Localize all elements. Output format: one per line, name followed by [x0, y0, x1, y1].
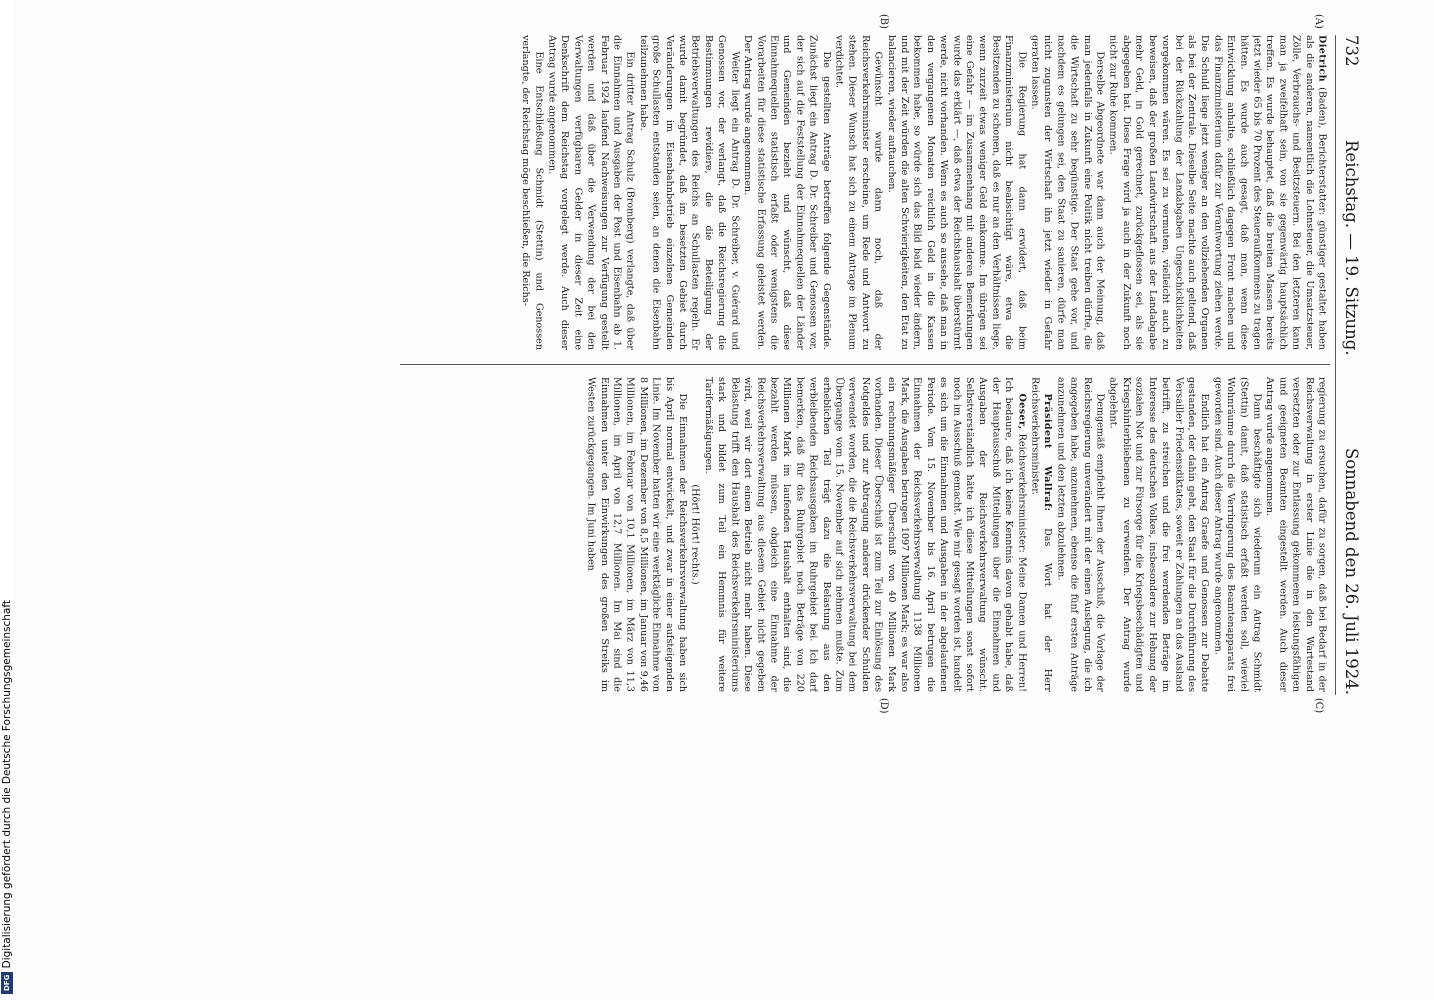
- left-paragraph-1: [1107, 35, 1329, 350]
- margin-mark-d: (D): [877, 698, 889, 714]
- session-title: Reichstag. — 19. Sitzung.: [1341, 140, 1360, 356]
- right-paragraph-3: Endlich hat ein Antrag Graefe und Genossen zur Debatte gestanden, der dahin geht, den Staat für die Durchführung des Versailler Friedensdiktates, soweit er Zahlungen an das Ausland betrifft, zu streichen und die frei werdenden Beträge im Interesse des deutschen Volkes, insbesondere zur Hebung der sozialen Not und zur Fürsorge für die Kriegsbeschädigten und Kriegshinterbliebenen zu verwenden. Der Antrag wurde abgelehnt.: [1107, 377, 1211, 692]
- margin-mark-c: (C): [1312, 698, 1324, 714]
- left-paragraph-2: Derselbe Abgeordnete war dann auch der Meinung, daß man jedenfalls in Zukunft eine Politik nicht treiben dürfte, die die Wirtschaft zu sehr begünstige. Der Staat gehe vor, und nachdem es gelungen sei, den Staat zu sanieren, dürfe man nicht zugunsten der Wirtschaft ihn jetzt wieder in Gefahr geraten lassen.: [1029, 35, 1106, 350]
- left-column: [399, 35, 1329, 350]
- president-name: Präsident Wallraf:: [1042, 393, 1054, 512]
- minister-name: Oeser,: [1016, 393, 1028, 430]
- speaker-note: (Baden), Berichterstatter:: [1316, 87, 1328, 216]
- paragraph-text: günstiger gestaltet haben als die anderen, namentlich die Lohnsteuer, die Umsatzsteuer, Zölle, Verbrauchs- und Besitzsteuern. Bei den letzteren kann man ja zweifelhaft sein, von sie gegenwärtig hauptsächlich treffen. Es wurde behauptet, daß die breiten Massen bereits jetzt wieder 65 bis 70 Prozent des Steueraufkommens zu tragen hätten. Es wurde auch gesagt, daß man, wenn diese Entwicklung anhalte, schließlich dagegen Front machen und das Finanzministerium dafür zur Verantwortung ziehen werde. Die Schuld liege jetzt weniger an den vollziehenden Organen als bei der Zentrale. Dieselbe Seite machte auch geltend, daß bei der Rückzahlung der Landabgaben Ungeschicklichkeiten vorgekommen wären. Es sei zu vermuten, vielleicht auch zu beweisen, daß der großen Landwirtschaft aus der Landabgabe mehr Geld, in Gold gerechnet, zurückgeflossen sei, als sie abgegeben hat. Diese Frage wird ja auch in der Zukunft noch nicht zur Ruhe kommen.: [1107, 35, 1328, 350]
- right-paragraph-4: Demgemäß empfiehlt Ihnen der Ausschuß, die Vorlage der Reichsregierung unverändert mit der einen Auslegung, die ich angegeben habe, anzunehmen, ebenso die fünf ersten Anträge anzunehmen und den letzten abzulehnen.: [1055, 377, 1106, 692]
- header-rule: [1335, 35, 1336, 695]
- left-paragraph-8: Eine Entschließung Schmidt (Stettin) und Genossen verlangte, der Reichstag möge beschließen, die Reichs-: [520, 35, 545, 350]
- margin-mark-a: (A): [1312, 14, 1324, 29]
- left-paragraph-4: Gewünscht wurde dann noch, daß der Reichsverkehrsminister erscheine, um Rede und Antwort zu stehen. Dieser Wunsch hat sich zu einem Antrage im Plenum verdichtet.: [833, 35, 884, 350]
- right-paragraph-last: Die Einnahmen der Reichsverkehrsverwaltung haben sich bis April normal entwickelt, und zwar in einer aufsteigenden Linie. Im November hatten wir eine werktägliche Einnahme von 8 Millionen, im Dezember von 8,5 Millionen, im Januar von 9,46 Millionen, im Februar von 10,1 Millionen, im März von 11,3 Millionen, im April von 12,7 Millionen. Im Mai sind die Einnahmen unter den Einwirkungen des großen Streiks im Westen zurückgegangen. Im Juni haben: [585, 377, 689, 692]
- page-header: [1338, 35, 1361, 695]
- president-text: Das Wort hat der Herr Reichsverkehrsminister.: [1029, 377, 1054, 692]
- margin-mark-b: (B): [877, 14, 889, 29]
- left-paragraph-3: Die Regierung hat dann erwidert, daß beim Finanzministerium nicht beabsichtigt wäre, etwa die Besitzenden zu schonen, daß es nur an den Verhältnissen liege, wenn zurzeit etwas weniger Geld einkomme. Im übrigen sei eine Gefahr — im Zusammenhang mit anderen Bemerkungen wurde das erklärt —, daß etwa der Reichshaushalt überstürmt werde, nicht vorhanden. Wenn es auch so aussehe, daß man in den vergangenen Monaten reichlich Geld in die Kassen bekommen habe, so würde sich das Bild bald wieder ändern, und mit der Zeit würden die alten Schwierigkeiten, den Etat zu balancieren, wieder auftauchen.: [885, 35, 1028, 350]
- right-paragraph-1: regierung zu ersuchen, dafür zu sorgen, daß bei Bedarf in der Reichsverwaltung in erster Linie die in den Wartestand versetzten oder zur Entlassung gekommenen leistungsfähigen und geeigneten Beamten eingestellt werden. Auch dieser Antrag wurde angenommen.: [1264, 377, 1328, 692]
- minister-speech: [702, 377, 1028, 692]
- left-paragraph-7: Ein dritter Antrag Schulz (Bromberg) verlangte, daß über die Einnahmen und Ausgaben der Post und Eisenbahn ab 1. Februar 1924 laufend Nachweisungen zur Verfügung gestellt werden und daß über die Verwendung der bei den Verwaltungen verfügbaren Gelder in dieser Zeit eine Denkschrift dem Reichstag vorgelegt werde. Auch dieser Antrag wurde angenommen.: [546, 35, 636, 350]
- speaker-name: Dietrich: [1316, 35, 1328, 83]
- left-paragraph-5: Die gestellten Anträge betreffen folgende Gegenstände. Zunächst liegt ein Antrag D. Dr. Schreiber und Genossen vor, der sich auf die Feststellung der Einnahmequellen der Länder und Gemeinden bezieht und wünscht, daß diese Einnahmequellen statistisch erfaßt oder wenigstens die Vorarbeiten für diese statistische Erfassung geleistet werden. Der Antrag wurde angenommen.: [742, 35, 832, 350]
- interjection: (Hört! Hört! rechts.): [689, 484, 702, 585]
- dfg-credit: Digitalisierung gefördert durch die Deutsche Forschungsgemeinschaft: [1, 599, 13, 968]
- session-date: Sonnabend den 26. Juli 1924.: [1341, 447, 1360, 695]
- right-paragraph-2: Dann beschäftigte sich wiederum ein Antrag Schmidt (Stettin) damit, daß statistisch erfaßt werden soll, wieviel Wohnräume durch die Verringerung des Beamtenapparats frei geworden sind. Auch dieser Antrag wurde angenommen.: [1212, 377, 1263, 692]
- president-line: [1028, 377, 1054, 692]
- minister-role: Reichsverkehrsminister:: [1016, 433, 1028, 553]
- minister-text: Meine Damen und Herren! Ich bedaure, daß ich keine Kenntnis davon gehabt habe, daß der Hauptausschuß Mitteilungen über die Einnahmen und Ausgaben der Reichsverkehrsverwaltung wünscht. Selbstverständlich hätte ich diese Mitteilungen sonst sofort noch im Ausschuß gemacht. Wie mir gesagt worden ist, handelt es sich um die Einnahmen und Ausgaben in der abgelaufenen Periode. Vom 15. November bis 16. April betrugen die Einnahmen der Reichsverkehrsverwaltung 1138 Millionen Mark, die Ausgaben betrugen 1097 Millionen Mark; es war also ein rechnungsmäßiger Überschuß von 40 Millionen Mark vorhanden. Dieser Überschuß ist zum Teil zur Einlösung des Notgeldes und zur Abtragung anderer drückender Schulden verwendet worden, die die Reichsverkehrsverwaltung bei dem Übergange vom 15. November auf sich nehmen mußte. Zum erheblichen Teil trägt dazu die Belastung aus den verbleibenden Reichsausgaben im Ruhrgebiet bei. Ich darf bemerken, daß für das Ruhrgebiet noch Beträge von 220 Millionen Mark im laufenden Haushalt enthalten sind, die bezahlt werden müssen, obgleich eine Einnahme der Reichsverkehrsverwaltung aus diesem Gebiet nicht gegeben wird, weil wir dort einen Betrieb nicht mehr haben. Diese Belastung trifft den Haushalt des Reichsverkehrsministeriums stark und bildet zum Teil ein Hemmnis für weitere Tarifermäßigungen.: [702, 377, 1028, 692]
- right-column: [399, 377, 1329, 692]
- document-page: [385, 14, 1360, 714]
- left-paragraph-6: Weiter liegt ein Antrag D. Dr. Schreiber, v. Guérard und Genossen vor, der verlangt, daß die Reichsregierung die Bestimmungen revidiere, die die Beteiligung der Betriebsverwaltungen des Reichs an Schullasten regeln. Er wurde damit begründet, daß im besetzten Gebiet durch Veränderungen im Eisenbahnbetrieb einzelnen Gemeinden große Schullasten entstanden seien, an denen die Eisenbahn teilzunehmen habe.: [637, 35, 741, 350]
- column-divider: [400, 364, 1330, 365]
- dfg-logo-icon: DFG: [1, 972, 13, 994]
- page-number: 732: [1341, 35, 1360, 67]
- digitization-sidebar: [0, 0, 14, 1000]
